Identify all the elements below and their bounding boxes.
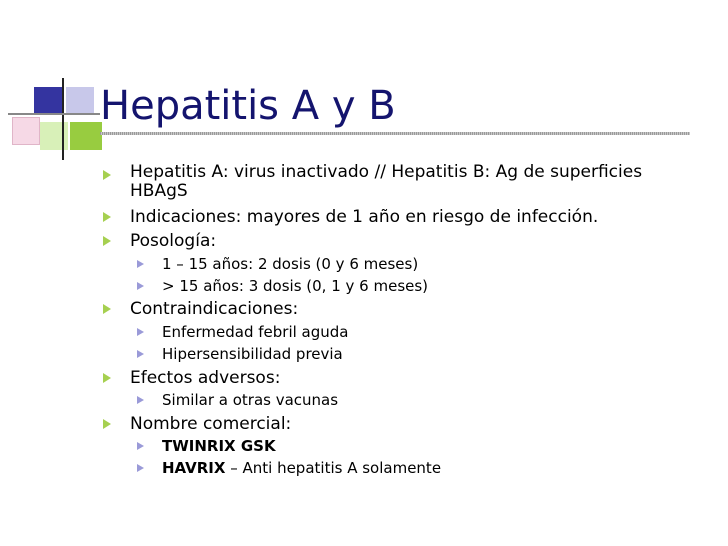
decor-square-dark-blue [34, 87, 62, 115]
decor-square-pink [12, 117, 40, 145]
list-item: Enfermedad febril aguda [162, 323, 349, 341]
list-item [162, 459, 682, 477]
bullet-icon [103, 236, 111, 246]
list-item: Similar a otras vacunas [162, 391, 339, 409]
list-item: 1 – 15 años: 2 dosis (0 y 6 meses) [162, 255, 419, 273]
bullet-icon [103, 419, 111, 429]
sub-bullet-icon [137, 350, 144, 358]
list-item: Indicaciones: mayores de 1 año en riesgo de infección. [130, 207, 599, 227]
list-item: Posología: [130, 231, 217, 251]
sub-bullet-icon [137, 260, 144, 268]
list-item: Efectos adversos: [130, 368, 281, 388]
slide-title: Hepatitis A y B [100, 83, 396, 129]
brand-description: – Anti hepatitis A solamente [225, 459, 442, 477]
bullet-icon [103, 373, 111, 383]
bullet-icon [103, 304, 111, 314]
brand-name: HAVRIX [162, 459, 226, 477]
title-divider [100, 132, 690, 135]
bullet-icon [103, 170, 111, 180]
decor-vertical-line [62, 78, 64, 160]
bullet-icon [103, 212, 111, 222]
sub-bullet-icon [137, 282, 144, 290]
list-item: Contraindicaciones: [130, 299, 299, 319]
decor-square-light-blue [66, 87, 94, 115]
sub-bullet-icon [137, 464, 144, 472]
sub-bullet-icon [137, 442, 144, 450]
list-item: Hipersensibilidad previa [162, 345, 343, 363]
sub-bullet-icon [137, 328, 144, 336]
list-item: > 15 años: 3 dosis (0, 1 y 6 meses) [162, 277, 429, 295]
list-item: Hepatitis A: virus inactivado // Hepatitis B: Ag de superficies HBAgS [130, 162, 643, 201]
sub-bullet-icon [137, 396, 144, 404]
list-item: TWINRIX GSK [162, 437, 276, 455]
decor-horizontal-line [8, 113, 100, 115]
decor-square-green [70, 122, 102, 150]
list-item: Nombre comercial: [130, 414, 292, 434]
